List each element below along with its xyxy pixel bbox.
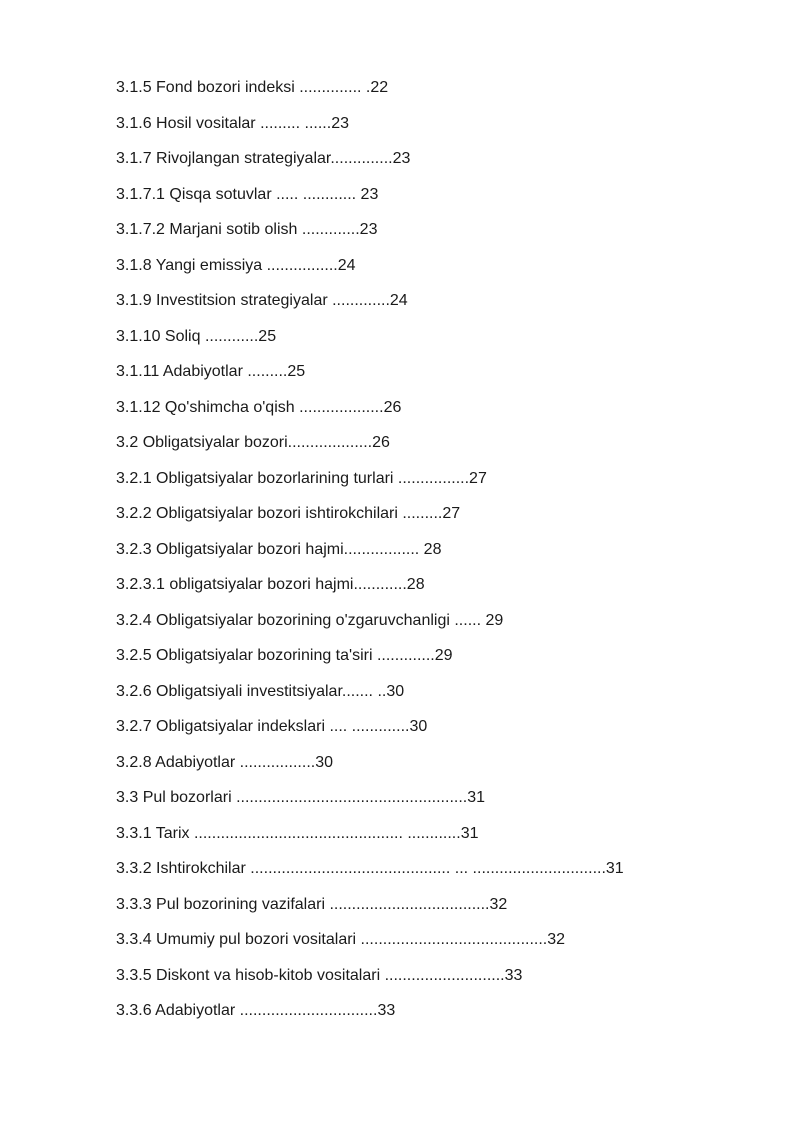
toc-entry: 3.3 Pul bozorlari ....................................................31 xyxy=(116,789,486,806)
toc-entry: 3.2.6 Obligatsiyali investitsiyalar....... ..30 xyxy=(116,682,405,700)
toc-entry: 3.2.4 Obligatsiyalar bozorining o'zgaruvchanligi ...... 29 xyxy=(116,611,504,629)
toc-entry: 3.3.2 Ishtirokchilar ............................................. ... ..............................31 xyxy=(116,860,624,877)
toc-entry: 3.2.8 Adabiyotlar .................30 xyxy=(116,753,334,771)
toc-entry: 3.3.3 Pul bozorining vazifalari ....................................32 xyxy=(116,895,508,913)
toc-entry: 3.1.10 Soliq ............25 xyxy=(116,327,277,345)
toc-entry: 3.2 Obligatsiyalar bozori...................26 xyxy=(116,434,390,451)
toc-entry: 3.3.5 Diskont va hisob-kitob vositalari ...........................33 xyxy=(116,966,523,984)
toc-entry: 3.2.3 Obligatsiyalar bozori hajmi................. 28 xyxy=(116,540,442,558)
table-of-contents xyxy=(116,76,624,1035)
toc-entry: 3.1.7 Rivojlangan strategiyalar..............23 xyxy=(116,150,411,167)
toc-entry: 3.1.7.2 Marjani sotib olish .............23 xyxy=(116,221,378,238)
toc-entry: 3.1.7.1 Qisqa sotuvlar ..... ............ 23 xyxy=(116,185,379,203)
toc-entry: 3.2.1 Obligatsiyalar bozorlarining turlari ................27 xyxy=(116,469,487,487)
toc-entry: 3.3.1 Tarix ............................................... ............31 xyxy=(116,824,479,842)
toc-entry: 3.3.6 Adabiyotlar ...............................33 xyxy=(116,1002,396,1019)
toc-entry: 3.2.2 Obligatsiyalar bozori ishtirokchilari .........27 xyxy=(116,505,461,522)
toc-entry: 3.1.12 Qo'shimcha o'qish ...................26 xyxy=(116,398,402,416)
toc-entry: 3.3.4 Umumiy pul bozori vositalari ..........................................32 xyxy=(116,931,566,948)
toc-entry: 3.1.9 Investitsion strategiyalar .............24 xyxy=(116,292,408,309)
toc-entry: 3.1.11 Adabiyotlar .........25 xyxy=(116,363,306,380)
toc-entry: 3.2.5 Obligatsiyalar bozorining ta'siri .............29 xyxy=(116,647,453,664)
toc-entry: 3.1.5 Fond bozori indeksi .............. .22 xyxy=(116,79,389,96)
toc-entry: 3.1.8 Yangi emissiya ................24 xyxy=(116,256,356,274)
toc-entry: 3.1.6 Hosil vositalar ......... ......23 xyxy=(116,114,349,132)
toc-entry: 3.2.7 Obligatsiyalar indekslari .... .............30 xyxy=(116,718,428,735)
toc-entry: 3.2.3.1 obligatsiyalar bozori hajmi............28 xyxy=(116,576,425,593)
